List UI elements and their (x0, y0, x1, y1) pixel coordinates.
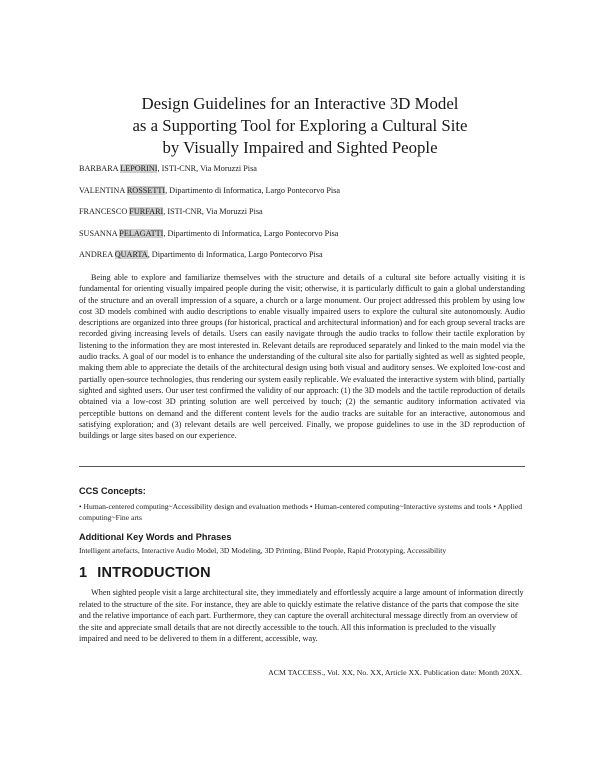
page-footer: ACM TACCESS., Vol. XX, No. XX, Article XX. Publication date: Month 20XX. (268, 668, 522, 677)
author-surname: QUARTA (114, 250, 148, 259)
author-given-name: BARBARA (79, 164, 121, 173)
author-affiliation: , Dipartimento di Informatica, Largo Pontecorvo Pisa (163, 228, 339, 238)
section-heading (79, 565, 211, 581)
section-number: 1 (79, 565, 88, 581)
author-surname: ROSSETTI (126, 185, 166, 195)
abstract: Being able to explore and familiarize themselves with the structure and details of a cultural site before actually visiting it is fundamental for orienting visually impaired people during the visit; otherwise, it is particularly difficult to gain a global understanding of the structure and an overall impression of a square, a church or a large monument. Our project addressed this problem by using low cost 3D models combined with audio descriptions to enable visually impaired users to explore the cultural site autonomously. Audio descriptions are organized into three groups (for historical, practical and architectural information) and for each group several tracks are recorded giving increasing levels of details. Users can easily navigate through the audio tracks to follow their tactile exploration by listening to the information they are most interested in. Relevant details are reproduced separately and linked to the main model via the audio tracks. A goal of our model is to enhance the understanding of the cultural site also for partially sighted as well as sighted people, making them able to appreciate the details of the architectural design using both visual and auditory senses. We exploited low-cost and partially open-source technologies, thus rendering our system easily replicable. We evaluated the interactive system with blind, partially sighted and sighted users. Our user test confirmed the validity of our approach: (1) the 3D models and the tactile reproduction of details obtained via a low-cost 3D printing solution are well perceived by touch; (2) the semantic auditory information activated via perceptible buttons on demand and the different content levels for the audio tracks are suitable for an interactive, autonomous and satisfying exploration; and (3) relevant details are well perceived. Finally, we propose guidelines to use in the 3D reproduction of buildings or large sites based on our experience. (79, 273, 525, 441)
title-line: Design Guidelines for an Interactive 3D Model (141, 94, 459, 113)
author-given-name: VALENTINA (79, 185, 127, 195)
author-given-name: ANDREA (79, 250, 115, 259)
author-entry (79, 249, 539, 271)
author-affiliation: , Dipartimento di Informatica, Largo Pontecorvo Pisa (165, 185, 340, 195)
author-entry (79, 206, 539, 228)
author-affiliation: , Dipartimento di Informatica, Largo Pontecorvo Pisa (147, 250, 323, 259)
introduction-paragraph: When sighted people visit a large architectural site, they immediately and effortlessly acquire a large amount of information directly related to the structure of the site. For instance, they are able to quickly estimate the relative distance of the parts that compose the site and the relative importance of each part. Furthermore, they can capture the overall architectural message directly from an overview of the site and appreciate small details that are not directly accessible to the touch. All this information is precluded to the visually impaired and need to be delivered to them in a different, accessible, way. (79, 588, 524, 644)
author-entry (79, 228, 539, 250)
title-line: by Visually Impaired and Sighted People (162, 138, 438, 157)
author-surname: LEPORINI (120, 164, 158, 173)
author-surname: PELAGATTI (119, 228, 164, 238)
section-title: INTRODUCTION (97, 565, 211, 581)
keywords-heading: Additional Key Words and Phrases (79, 532, 232, 542)
author-affiliation: , ISTI-CNR, Via Moruzzi Pisa (157, 164, 257, 173)
ccs-concepts: • Human-centered computing~Accessibility design and evaluation methods • Human-centered computing~Interactive systems and tools • Applied computing~Fine arts (79, 502, 523, 522)
section-divider (79, 466, 525, 467)
author-affiliation: , ISTI-CNR, Via Moruzzi Pisa (163, 207, 263, 216)
title-line: as a Supporting Tool for Exploring a Cultural Site (132, 116, 468, 135)
keywords: Intelligent artefacts, Interactive Audio Model, 3D Modeling, 3D Printing, Blind People, Rapid Prototyping, Accessibility (79, 546, 447, 555)
author-surname: FURFARI (129, 207, 164, 216)
author-entry (79, 185, 539, 207)
ccs-heading: CCS Concepts: (79, 486, 146, 496)
author-given-name: SUSANNA (79, 228, 120, 238)
author-list (79, 163, 539, 271)
author-entry (79, 163, 539, 185)
paper-title (70, 93, 530, 159)
author-given-name: FRANCESCO (79, 207, 130, 216)
